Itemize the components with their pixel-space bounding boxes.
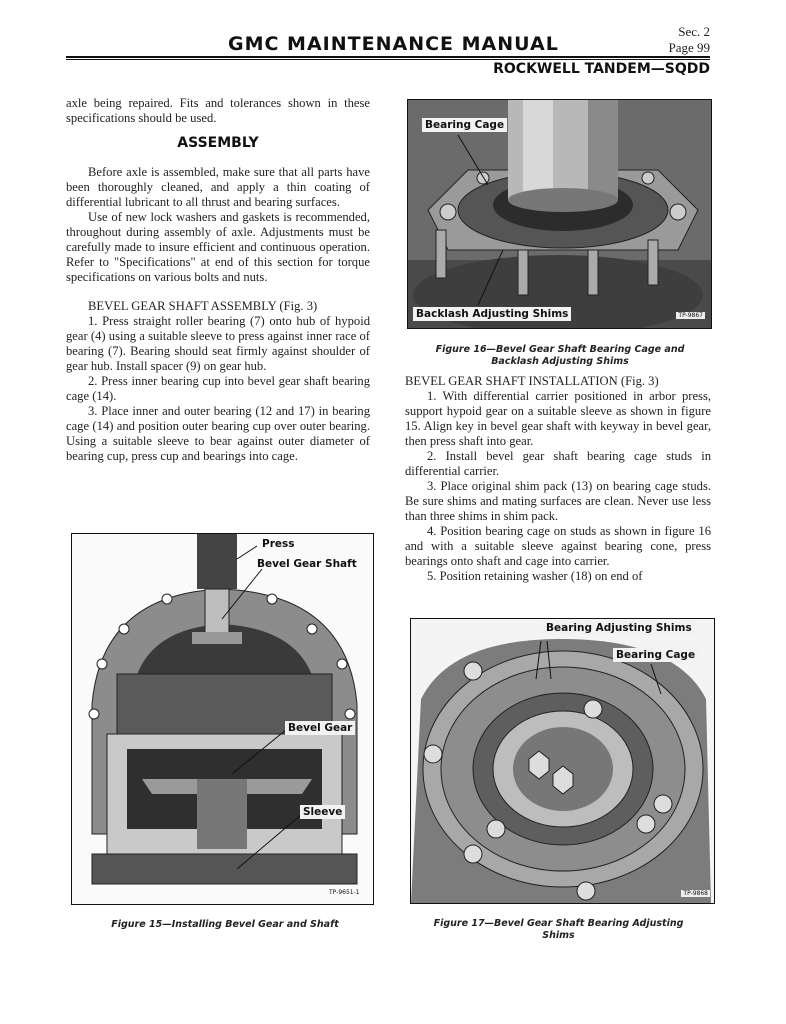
header-rule <box>66 56 710 58</box>
figure-17-ref: TP-9868 <box>683 890 708 897</box>
figure-16-photo <box>407 99 712 329</box>
page-number: Page 99 <box>668 40 710 55</box>
figure-17-caption: Figure 17—Bevel Gear Shaft Bearing Adjusting Shims <box>433 918 684 941</box>
label-bearing-adjusting-shims: Bearing Adjusting Shims <box>543 621 695 635</box>
assembly-paragraph-1: Before axle is assembled, make sure that all parts have been thoroughly cleaned, and apply a thin coating of differential lubricant to all thrust and bearing surfaces. <box>66 165 370 209</box>
figure-16-ref: TP-9867 <box>678 312 703 319</box>
figure-16-caption: Figure 16—Bevel Gear Shaft Bearing Cage and Backlash Adjusting Shims <box>435 344 685 367</box>
shaft-assembly-step-2: 2. Press inner bearing cup into bevel gear shaft bearing cage (14). <box>66 374 370 403</box>
figure-15-caption: Figure 15—Installing Bevel Gear and Shaft <box>111 919 339 930</box>
right-column <box>405 374 711 584</box>
bevel-gear-press-illustration <box>72 534 373 904</box>
label-backlash-shims: Backlash Adjusting Shims <box>413 307 571 321</box>
assembly-heading: ASSEMBLY <box>177 135 259 151</box>
figure-15-ref: TP-9651-1 <box>329 889 360 896</box>
chapter-subtitle: ROCKWELL TANDEM—SQDD <box>493 61 710 77</box>
shaft-installation-step-1: 1. With differential carrier positioned in arbor press, support hypoid gear on a suitable sleeve as shown in figure 15. Align key in bevel gear shaft with keyway in bevel gear, then press shaft into gear. <box>405 389 711 448</box>
shaft-assembly-subheading: BEVEL GEAR SHAFT ASSEMBLY (Fig. 3) <box>88 299 318 313</box>
section-page-info <box>668 24 710 56</box>
shaft-installation-step-4: 4. Position bearing cage on studs as shown in figure 16 and with a suitable sleeve against bearing cone, press bearings onto shaft and cage into carrier. <box>405 524 711 568</box>
shaft-installation-subheading: BEVEL GEAR SHAFT INSTALLATION (Fig. 3) <box>405 374 659 388</box>
shaft-installation-step-2: 2. Install bevel gear shaft bearing cage studs in differential carrier. <box>405 449 711 478</box>
section-number: Sec. 2 <box>678 24 710 39</box>
label-press: Press <box>262 538 295 550</box>
figure-17-photo <box>410 618 715 904</box>
bearing-cage-illustration <box>408 100 711 328</box>
label-bevel-gear: Bevel Gear <box>285 721 355 735</box>
shaft-assembly-step-3: 3. Place inner and outer bearing (12 and 17) in bearing cage (14) and position outer bearing cup over outer bearing. Using a suitable sleeve to bear against outer diameter of bearing cup, press cup and bearings into cage. <box>66 404 370 463</box>
label-bearing-cage-17: Bearing Cage <box>613 648 698 662</box>
shaft-installation-step-5: 5. Position retaining washer (18) on end of <box>427 569 643 583</box>
intro-paragraph: axle being repaired. Fits and tolerances shown in these specifications should be used. <box>66 96 370 125</box>
assembly-paragraph-2: Use of new lock washers and gaskets is recommended, throughout during assembly of axle. Adjustments must be carefully made to insure efficient and continuous operation. Refer to "Specifications" at end of this section for torque specifications on various bolts and nuts. <box>66 210 370 284</box>
label-bearing-cage: Bearing Cage <box>422 118 507 132</box>
header-rule-thin <box>66 59 710 60</box>
left-column <box>66 96 370 464</box>
shaft-assembly-step-1: 1. Press straight roller bearing (7) onto hub of hypoid gear (4) using a suitable sleeve to press against inner race of bearing (7). Bearing should seat firmly against shoulder of gear hub. Install spacer (9) on gear hub. <box>66 314 370 373</box>
label-bevel-gear-shaft: Bevel Gear Shaft <box>257 558 357 570</box>
label-sleeve: Sleeve <box>300 805 345 819</box>
figure-15-photo <box>71 533 374 905</box>
manual-title: GMC MAINTENANCE MANUAL <box>228 33 559 55</box>
shaft-installation-step-3: 3. Place original shim pack (13) on bearing cage studs. Be sure shims and mating surfaces are clean. Never use less than three shims in shim pack. <box>405 479 711 523</box>
